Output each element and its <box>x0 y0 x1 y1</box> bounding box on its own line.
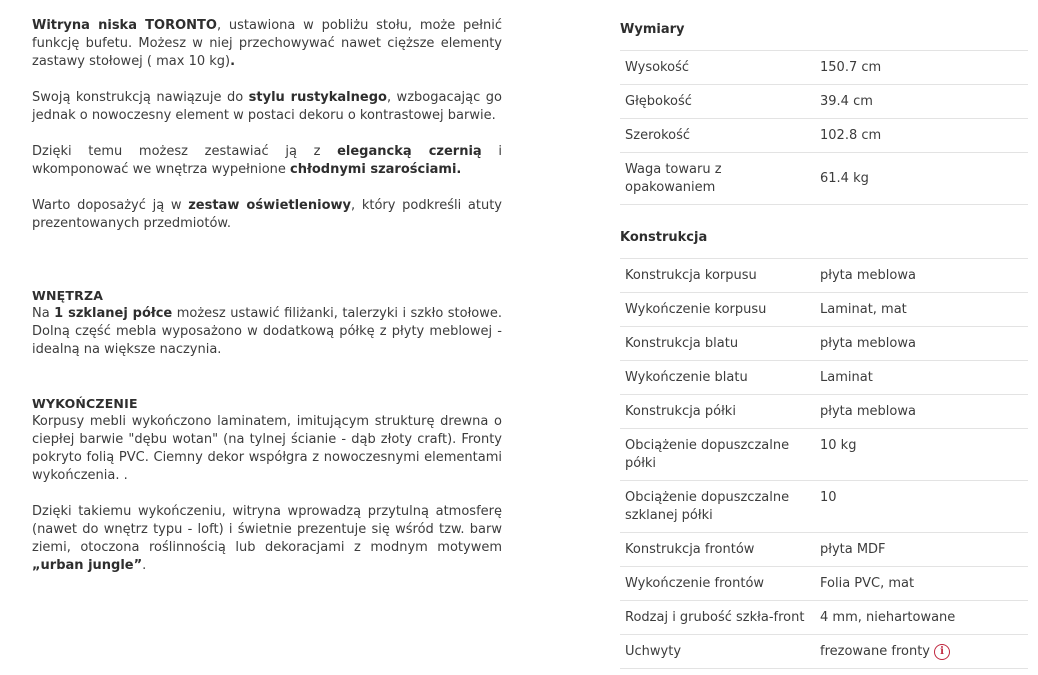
spec-value-handles <box>820 643 1028 661</box>
spec-row <box>620 601 1028 635</box>
spec-label: Wysokość <box>625 60 689 75</box>
spec-value: płyta MDF <box>820 542 886 557</box>
spec-value: frezowane fronty <box>820 644 930 659</box>
spec-value: płyta meblowa <box>820 336 916 351</box>
spec-value: płyta meblowa <box>820 404 916 419</box>
spec-row <box>620 85 1028 119</box>
dimensions-title: Wymiary <box>620 17 1028 51</box>
description-paragraph-4: Warto doposażyć ją w zestaw oświetleniowy, który podkreśli atuty prezentowanych przedmiotów. <box>32 198 502 231</box>
spec-label: Rodzaj i grubość szkła-front <box>625 610 805 625</box>
section-text-interior: Na 1 szklanej półce możesz ustawić filiżanki, talerzyki i szkło stołowe. Dolną część mebla wyposażono w dodatkową półkę z płyty meblowej - idealną na większe naczynia. <box>32 306 503 357</box>
spec-row <box>620 293 1028 327</box>
description-paragraph-3: Dzięki temu możesz zestawiać ją z elegancką czernią i wkomponować we wnętrza wypełnione chłodnymi szarościami. <box>32 144 502 177</box>
dimensions-table <box>620 51 1028 205</box>
spec-value: 61.4 kg <box>820 171 869 186</box>
spec-row <box>620 51 1028 85</box>
spec-value: 4 mm, niehartowane <box>820 610 956 625</box>
description-paragraph-1: Witryna niska TORONTO, ustawiona w pobliżu stołu, może pełnić funkcję bufetu. Możesz w niej przechowywać nawet cięższe elementy zastawy stołowej ( max 10 kg). <box>32 18 502 69</box>
product-description <box>32 17 502 593</box>
spec-row <box>620 327 1028 361</box>
spec-label: Wykończenie blatu <box>625 370 748 385</box>
spec-row <box>620 567 1028 601</box>
spec-row <box>620 429 1028 481</box>
spec-label: Głębokość <box>625 94 692 109</box>
spec-value: 39.4 cm <box>820 94 873 109</box>
spec-label: Konstrukcja korpusu <box>625 268 757 283</box>
spec-label: Obciążenie dopuszczalne szklanej półki <box>625 490 790 523</box>
spec-label: Wykończenie frontów <box>625 576 765 591</box>
spec-value: 10 <box>820 490 837 505</box>
spec-row <box>620 481 1028 533</box>
construction-table <box>620 259 1028 669</box>
spec-row <box>620 259 1028 293</box>
section-heading-interior: WNĘTRZA <box>32 288 104 303</box>
spec-value: Laminat <box>820 370 873 385</box>
spec-value: płyta meblowa <box>820 268 916 283</box>
section-text-finish: Korpusy mebli wykończono laminatem, imitującym strukturę drewna o ciepłej barwie "dębu wotan" (na tylnej ścianie - dąb złoty craft). Fronty pokryto folią PVC. Ciemny dekor współgra z nowoczesnymi elementami wykończenia. . <box>32 414 502 483</box>
spec-label: Uchwyty <box>625 644 682 659</box>
spec-label: Konstrukcja półki <box>625 404 736 419</box>
spec-value: Folia PVC, mat <box>820 576 915 591</box>
construction-title: Konstrukcja <box>620 225 1028 259</box>
spec-panel <box>620 17 1028 669</box>
spec-row <box>620 395 1028 429</box>
spec-label: Waga towaru z opakowaniem <box>625 162 722 195</box>
spec-row <box>620 533 1028 567</box>
spec-row <box>620 119 1028 153</box>
spec-row <box>620 635 1028 669</box>
spec-row <box>620 361 1028 395</box>
spec-value: 10 kg <box>820 438 857 453</box>
description-paragraph-2: Swoją konstrukcją nawiązuje do stylu rustykalnego, wzbogacając go jednak o nowoczesny element w postaci dekoru o kontrastowej barwie. <box>32 90 502 123</box>
spec-value: 102.8 cm <box>820 128 882 143</box>
spec-value: 150.7 cm <box>820 60 882 75</box>
spec-label: Konstrukcja blatu <box>625 336 739 351</box>
spec-label: Wykończenie korpusu <box>625 302 767 317</box>
section-heading-finish: WYKOŃCZENIE <box>32 396 138 411</box>
spec-value: Laminat, mat <box>820 302 907 317</box>
spec-label: Konstrukcja frontów <box>625 542 755 557</box>
spec-label: Obciążenie dopuszczalne półki <box>625 438 790 471</box>
spec-row <box>620 153 1028 205</box>
info-icon[interactable]: i <box>934 644 950 660</box>
description-paragraph-5: Dzięki takiemu wykończeniu, witryna wprowadzą przytulną atmosferę (nawet do wnętrz typu - loft) i świetnie prezentuje się wśród tzw. barw ziemi, otoczona roślinnością lub dekoracjami z modnym motywem „urban jungle”. <box>32 504 502 573</box>
spec-label: Szerokość <box>625 128 691 143</box>
